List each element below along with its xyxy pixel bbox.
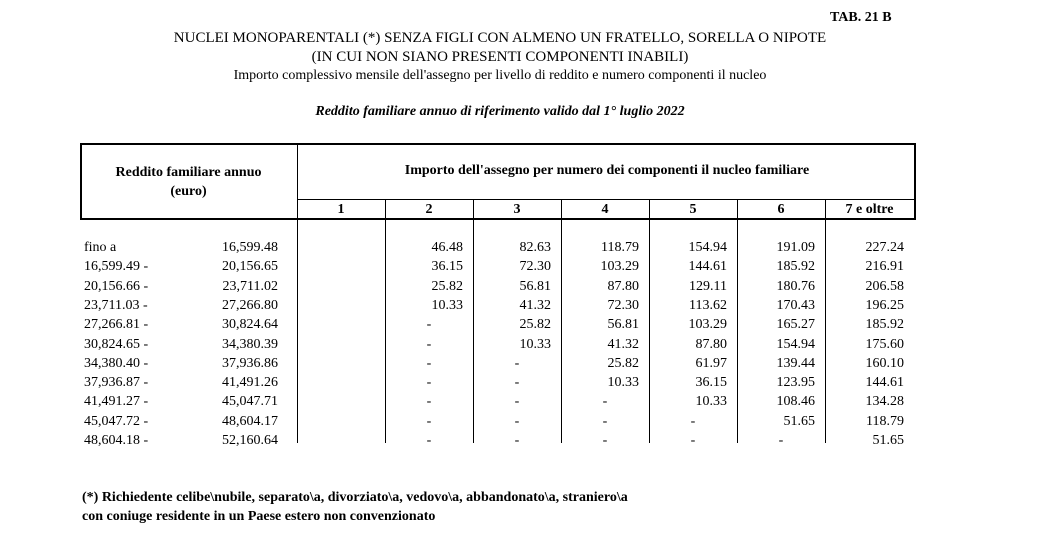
amount-cell: 36.15 (431, 259, 463, 275)
amount-cell: 165.27 (776, 317, 815, 333)
income-from: 37,936.87 - (84, 375, 149, 391)
amount-cell: - (426, 336, 432, 352)
amount-cell: - (426, 394, 432, 410)
amount-cell: 87.80 (695, 336, 727, 352)
amount-cell: 216.91 (865, 259, 904, 275)
amount-cell: - (514, 433, 520, 448)
amount-cell: - (602, 433, 608, 448)
table-row (80, 354, 916, 373)
column-header-4: 4 (601, 202, 609, 217)
column-header-5: 5 (689, 202, 697, 217)
table-border-header-bottom (80, 218, 916, 220)
amount-cell: 227.24 (865, 240, 904, 255)
column-header-6: 6 (777, 202, 785, 217)
income-to: 48,604.17 (222, 413, 278, 429)
amount-cell: 123.95 (776, 375, 815, 391)
amount-cell: 185.92 (865, 317, 904, 333)
amount-cell: 41.32 (607, 336, 639, 352)
footnote-line-1: (*) Richiedente celibe\nubile, separato\a, divorziato\a, vedovo\a, abbandonato\a, straniero\a (82, 490, 628, 505)
income-to: 30,824.64 (222, 317, 278, 333)
income-from: 45,047.72 - (84, 413, 149, 429)
amount-cell: 82.63 (519, 240, 551, 255)
income-from: 34,380.40 - (84, 355, 149, 371)
amount-cell: 108.46 (776, 394, 815, 410)
amount-cell: 160.10 (865, 355, 904, 371)
title-line-2: (IN CUI NON SIANO PRESENTI COMPONENTI INABILI) (311, 49, 689, 65)
table-row (80, 431, 916, 450)
table-row (80, 257, 916, 276)
amount-cell: 103.29 (600, 259, 639, 275)
amount-cell: 72.30 (519, 259, 551, 275)
amount-cell: 113.62 (689, 297, 727, 313)
amount-cell: 41.32 (519, 297, 551, 313)
amount-cell: 129.11 (689, 278, 727, 294)
table-border-top (80, 143, 916, 145)
income-to: 37,936.86 (222, 355, 278, 371)
table-row (80, 335, 916, 354)
income-to: 16,599.48 (222, 240, 278, 255)
amount-cell: 25.82 (607, 355, 639, 371)
table-row (80, 238, 916, 257)
amount-cell: 154.94 (776, 336, 815, 352)
amount-cell: 185.92 (776, 259, 815, 275)
footnote-line-2: con coniuge residente in un Paese estero non convenzionato (82, 509, 436, 524)
footnote (82, 488, 982, 526)
amount-cell: 36.15 (695, 375, 727, 391)
amount-cell: - (514, 413, 520, 429)
amount-cell: 25.82 (519, 317, 551, 333)
income-from: 20,156.66 - (84, 278, 149, 294)
amount-cell: - (426, 317, 432, 333)
title-line-1: NUCLEI MONOPARENTALI (*) SENZA FIGLI CON ALMENO UN FRATELLO, SORELLA O NIPOTE (173, 30, 827, 46)
amount-cell: 154.94 (688, 240, 727, 255)
amount-cell: 139.44 (776, 355, 815, 371)
income-to: 45,047.71 (222, 394, 278, 410)
table-row (80, 296, 916, 315)
amount-cell: - (514, 355, 520, 371)
allowance-table (80, 143, 916, 448)
amount-cell: 51.65 (783, 413, 815, 429)
amount-cell: 144.61 (865, 375, 904, 391)
amount-cell: - (426, 375, 432, 391)
amount-cell: 56.81 (607, 317, 639, 333)
income-to: 41,491.26 (222, 375, 278, 391)
amount-cell: 170.43 (776, 297, 815, 313)
amount-cell: 10.33 (695, 394, 727, 410)
amount-cell: 103.29 (688, 317, 727, 333)
amount-cell: - (690, 433, 696, 448)
amount-cell: - (426, 355, 432, 371)
amount-cell: - (514, 375, 520, 391)
amount-cell: - (514, 394, 520, 410)
table-row (80, 392, 916, 411)
income-to: 27,266.80 (222, 297, 278, 313)
amount-cell: 56.81 (519, 278, 551, 294)
amount-cell: 175.60 (865, 336, 904, 352)
amount-cell: 10.33 (431, 297, 463, 313)
income-to: 20,156.65 (222, 259, 278, 275)
table-row (80, 412, 916, 431)
subtitle: Importo complessivo mensile dell'assegno per livello di reddito e numero componenti il nucleo (233, 68, 767, 83)
amount-cell: 191.09 (776, 240, 815, 255)
table-row (80, 277, 916, 296)
income-from: fino a (84, 240, 117, 255)
reference-period: Reddito familiare annuo di riferimento valido dal 1° luglio 2022 (315, 104, 685, 119)
income-from: 23,711.03 - (84, 297, 148, 313)
amount-cell: - (426, 413, 432, 429)
income-from: 48,604.18 - (84, 433, 149, 448)
income-header-line-2: (euro) (170, 184, 207, 199)
table-code: TAB. 21 B (830, 10, 892, 25)
amount-cell: 180.76 (776, 278, 815, 294)
amount-cell: 87.80 (607, 278, 639, 294)
column-header-3: 3 (513, 202, 521, 217)
amount-cell: 118.79 (866, 413, 904, 429)
amount-cell: 72.30 (607, 297, 639, 313)
amount-cell: - (690, 413, 696, 429)
amount-cell: 144.61 (688, 259, 727, 275)
table-row (80, 315, 916, 334)
amount-cell: - (602, 394, 608, 410)
amount-cell: 10.33 (607, 375, 639, 391)
amount-cell: 118.79 (601, 240, 639, 255)
income-to: 34,380.39 (222, 336, 278, 352)
column-header-1: 1 (337, 202, 345, 217)
amount-cell: 196.25 (865, 297, 904, 313)
income-column-header (80, 163, 297, 201)
amount-cell: 51.65 (872, 433, 904, 448)
amount-cell: 46.48 (431, 240, 463, 255)
table-row (80, 373, 916, 392)
amount-column-header: Importo dell'assegno per numero dei componenti il nucleo familiare (404, 163, 810, 178)
income-from: 16,599.49 - (84, 259, 149, 275)
amount-cell: 10.33 (519, 336, 551, 352)
amount-cell: - (602, 413, 608, 429)
amount-cell: 134.28 (865, 394, 904, 410)
table-divider-header (297, 199, 916, 200)
column-header-7: 7 e oltre (845, 202, 894, 217)
column-header-2: 2 (425, 202, 433, 217)
income-from: 41,491.27 - (84, 394, 149, 410)
income-to: 23,711.02 (222, 278, 278, 294)
amount-cell: 206.58 (865, 278, 904, 294)
income-from: 30,824.65 - (84, 336, 149, 352)
amount-cell: - (778, 433, 784, 448)
income-from: 27,266.81 - (84, 317, 149, 333)
amount-cell: - (426, 433, 432, 448)
income-header-line-1: Reddito familiare annuo (115, 165, 262, 180)
amount-cell: 25.82 (431, 278, 463, 294)
table-border-right (914, 143, 916, 219)
amount-cell: 61.97 (695, 355, 727, 371)
income-to: 52,160.64 (222, 433, 278, 448)
